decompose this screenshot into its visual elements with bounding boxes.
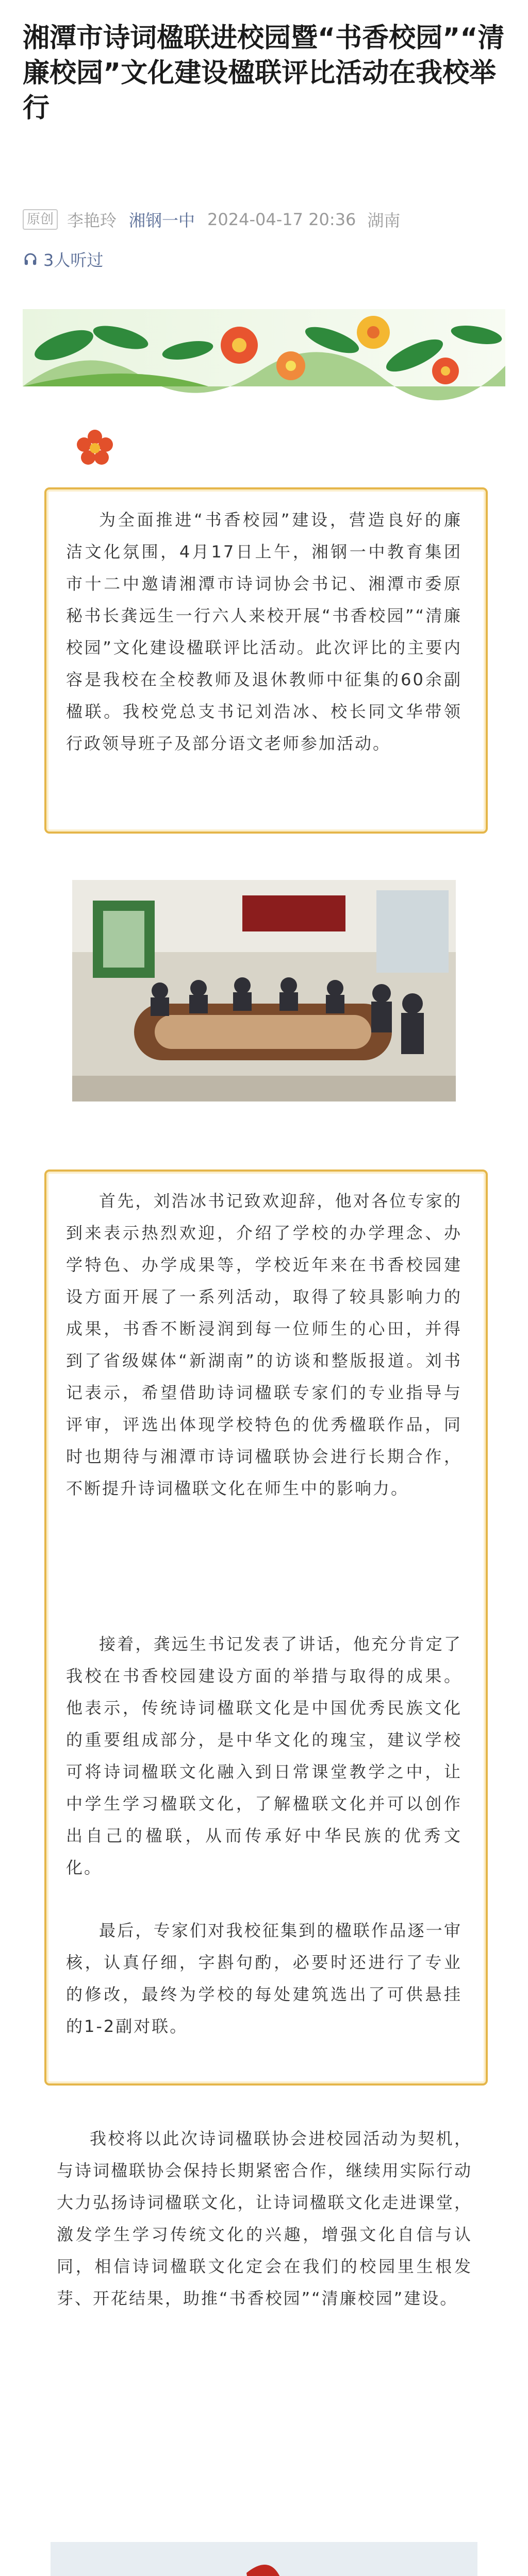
- article-title: 湘潭市诗词楹联进校园暨“书香校园”“清廉校园”文化建设楹联评比活动在我校举行: [23, 23, 505, 124]
- author-name: 李艳玲: [67, 211, 117, 230]
- listen-count-text: 3人听过: [43, 250, 104, 270]
- group-photo-graphic: [51, 2542, 477, 2576]
- headphones-icon: [23, 251, 38, 267]
- group-photo[interactable]: [51, 2542, 477, 2576]
- article-meta: [23, 208, 400, 231]
- listen-count[interactable]: [23, 247, 103, 271]
- account-link[interactable]: 湘钢一中: [129, 211, 195, 230]
- meeting-photo[interactable]: [72, 880, 456, 1101]
- publish-location: 湖南: [367, 211, 401, 230]
- publish-date: 2024-04-17 20:36: [207, 210, 356, 229]
- floral-banner: [23, 309, 505, 479]
- original-tag: 原创: [23, 209, 58, 230]
- closing-paragraph: 我校将以此次诗词楹联协会进校园活动为契机，与诗词楹联协会保持长期紧密合作，继续用实际行动大力弘扬诗词楹联文化，让诗词楹联文化走进课堂，激发学生学习传统文化的兴趣，增强文化自信与认同，相信诗词楹联文化定会在我们的校园里生根发芽、开花结果，助推“书香校园”“清廉校园”建设。: [57, 2129, 472, 2308]
- body-paragraph-2: 接着，龚远生书记发表了讲话，他充分肯定了我校在书香校园建设方面的举措与取得的成果。他表示，传统诗词楹联文化是中国优秀民族文化的重要组成部分，是中华文化的瑰宝，建议学校可将诗词楹联文化融入到日常课堂教学之中，让中学生学习楹联文化，了解楹联文化并可以创作出自己的楹联，从而传承好中华民族的优秀文化。: [66, 1634, 462, 1877]
- body-paragraph-3: 最后，专家们对我校征集到的楹联作品逐一审核，认真仔细，字斟句酌，必要时还进行了专业的修改，最终为学校的每处建筑选出了可供悬挂的1-2副对联。: [66, 1921, 462, 2036]
- intro-paragraph: 为全面推进“书香校园”建设，营造良好的廉洁文化氛围，4月17日上午，湘钢一中教育集团市十二中邀请湘潭市诗词协会书记、湘潭市委原秘书长龚远生一行六人来校开展“书香校园”“清廉校园”文化建设楹联评比活动。此次评比的主要内容是我校在全校教师及退休教师中征集的60余副楹联。我校党总支书记刘浩冰、校长同文华带领行政领导班子及部分语文老师参加活动。: [66, 510, 462, 753]
- body-paragraph-1: 首先，刘浩冰书记致欢迎辞，他对各位专家的到来表示热烈欢迎，介绍了学校的办学理念、办学特色、办学成果等，学校近年来在书香校园建设方面开展了一系列活动，取得了较具影响力的成果，书香不断浸润到每一位师生的心田，并得到了省级媒体“新湖南”的访谈和整版报道。刘书记表示，希望借助诗词楹联专家们的专业指导与评审，评选出体现学校特色的优秀楹联作品，同时也期待与湘潭市诗词楹联协会进行长期合作，不断提升诗词楹联文化在师生中的影响力。: [66, 1191, 462, 1498]
